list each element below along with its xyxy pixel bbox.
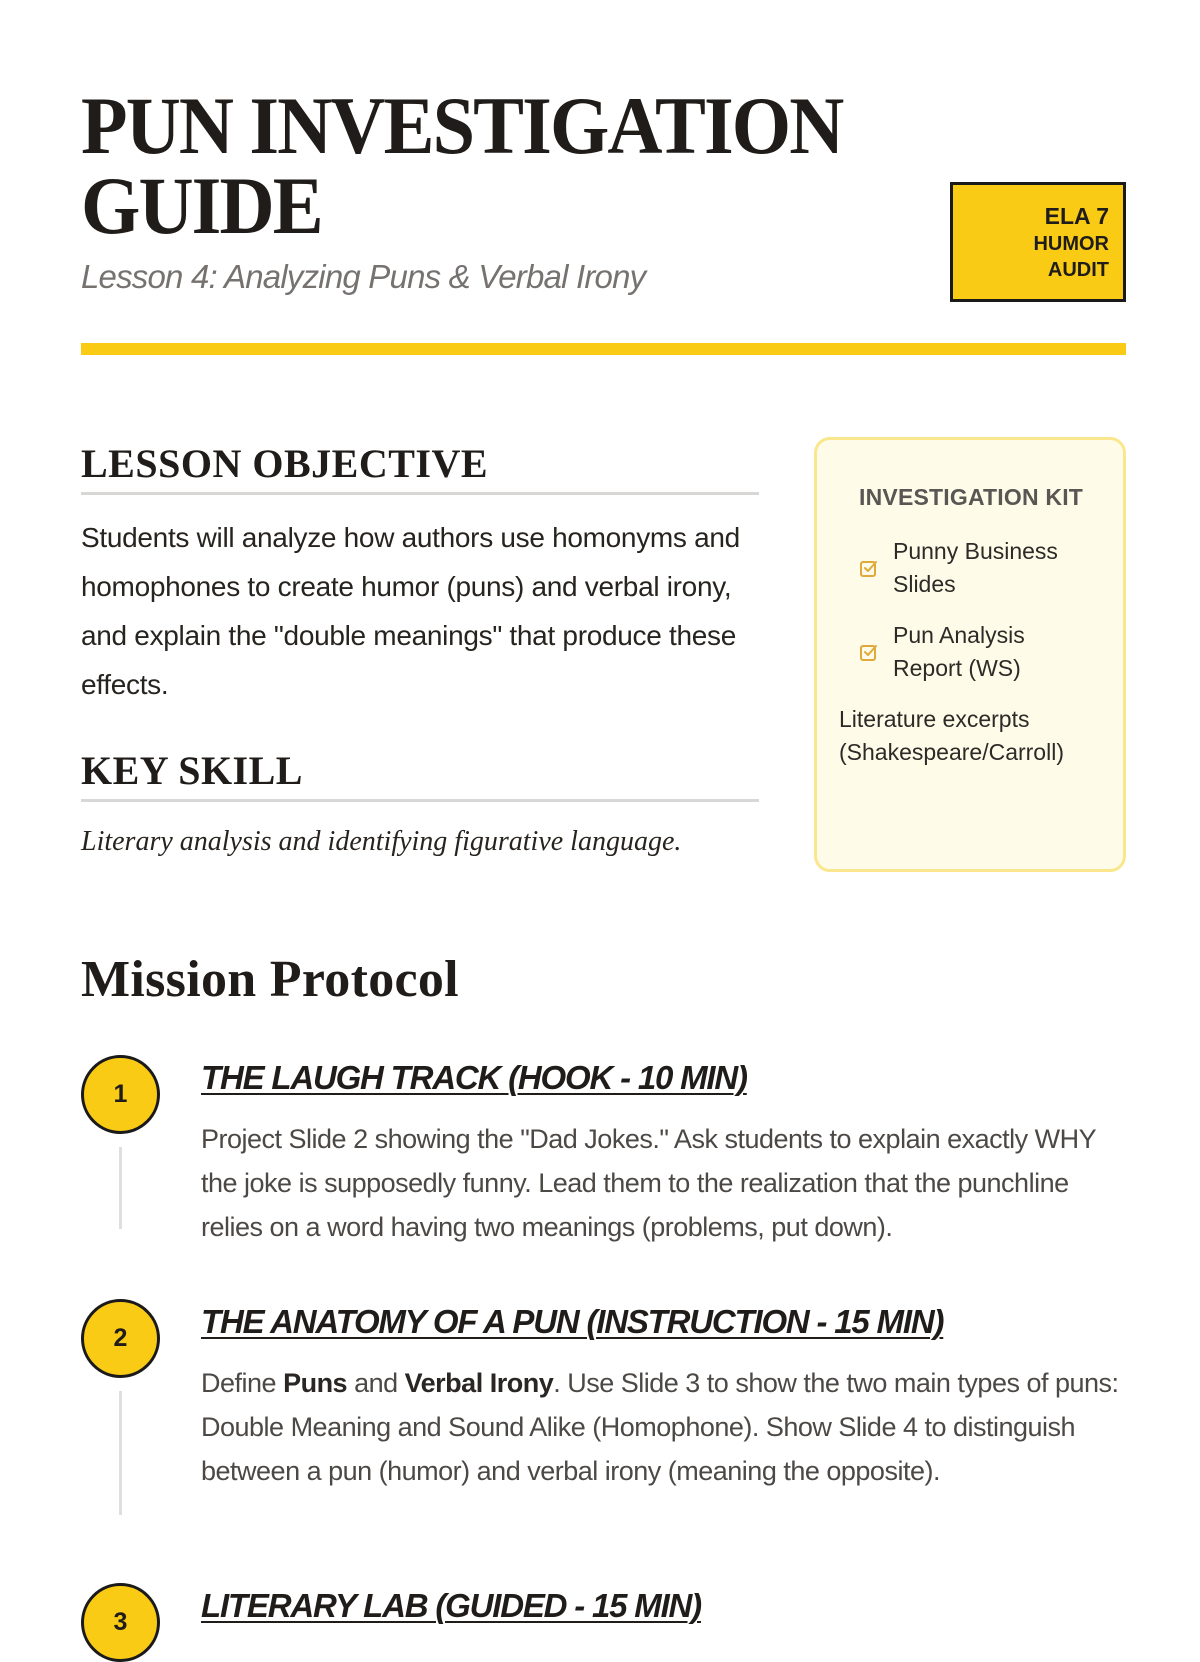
step-number-badge: 1 xyxy=(81,1055,160,1134)
step-body-text: . Use Slide 3 to show the two main types of puns: Double Meaning and Sound Alike (Homophone). Show Slide 4 to distinguish between a pun (humor) and verbal irony (meaning the opposite). xyxy=(201,1368,1119,1486)
lesson-overview xyxy=(81,440,759,858)
page-header xyxy=(81,80,1126,356)
header-divider xyxy=(81,343,1126,355)
step-title: LITERARY LAB (GUIDED - 15 MIN) xyxy=(201,1587,701,1624)
step-number-badge: 2 xyxy=(81,1299,160,1378)
step-connector-line xyxy=(119,1147,122,1229)
kit-title: INVESTIGATION KIT xyxy=(859,484,1084,510)
step-body xyxy=(201,1361,1121,1493)
step-connector-line xyxy=(119,1391,122,1515)
kit-item-label: Literature excerpts (Shakespeare/Carroll) xyxy=(839,706,1064,765)
key-skill-text: Literary analysis and identifying figurative language. xyxy=(81,826,682,857)
kit-item xyxy=(839,703,1123,769)
badge-line-2: HUMOR xyxy=(1033,233,1109,255)
step-body: Project Slide 2 showing the "Dad Jokes." Ask students to explain exactly WHY the joke is supposedly funny. Lead them to the realization that the punchline relies on a word having two meanings (problems, put down). xyxy=(201,1124,1096,1242)
page-subtitle: Lesson 4: Analyzing Puns & Verbal Irony xyxy=(81,258,646,295)
investigation-kit-panel xyxy=(814,437,1126,872)
term-puns: Puns xyxy=(283,1368,348,1398)
objective-text: Students will analyze how authors use homonyms and homophones to create humor (puns) and verbal irony, and explain the "double meanings" that produce these effects. xyxy=(81,522,740,700)
badge-line-1: ELA 7 xyxy=(1044,203,1109,229)
kit-item xyxy=(859,535,1123,601)
step-title: THE ANATOMY OF A PUN (INSTRUCTION - 15 MIN) xyxy=(201,1303,944,1340)
step-number-badge: 3 xyxy=(81,1583,160,1662)
badge-line-3: AUDIT xyxy=(1047,259,1109,281)
kit-list xyxy=(839,535,1123,769)
kit-item xyxy=(859,619,1123,685)
kit-item-label: Punny Business Slides xyxy=(893,538,1058,597)
step-title: THE LAUGH TRACK (HOOK - 10 MIN) xyxy=(201,1059,747,1096)
step-body-text: Define xyxy=(201,1368,284,1398)
kit-item-label: Pun Analysis Report (WS) xyxy=(893,622,1025,681)
course-badge xyxy=(950,182,1126,302)
term-verbal-irony: Verbal Irony xyxy=(404,1368,554,1398)
checkbox-checked-icon xyxy=(859,558,893,578)
page-title: PUN INVESTIGATION GUIDE xyxy=(81,80,843,251)
key-skill-heading: KEY SKILL xyxy=(81,747,759,802)
checkbox-checked-icon xyxy=(859,642,893,662)
mission-protocol-heading: Mission Protocol xyxy=(81,951,459,1008)
objective-heading: LESSON OBJECTIVE xyxy=(81,440,759,495)
step-body-text: and xyxy=(347,1368,405,1398)
